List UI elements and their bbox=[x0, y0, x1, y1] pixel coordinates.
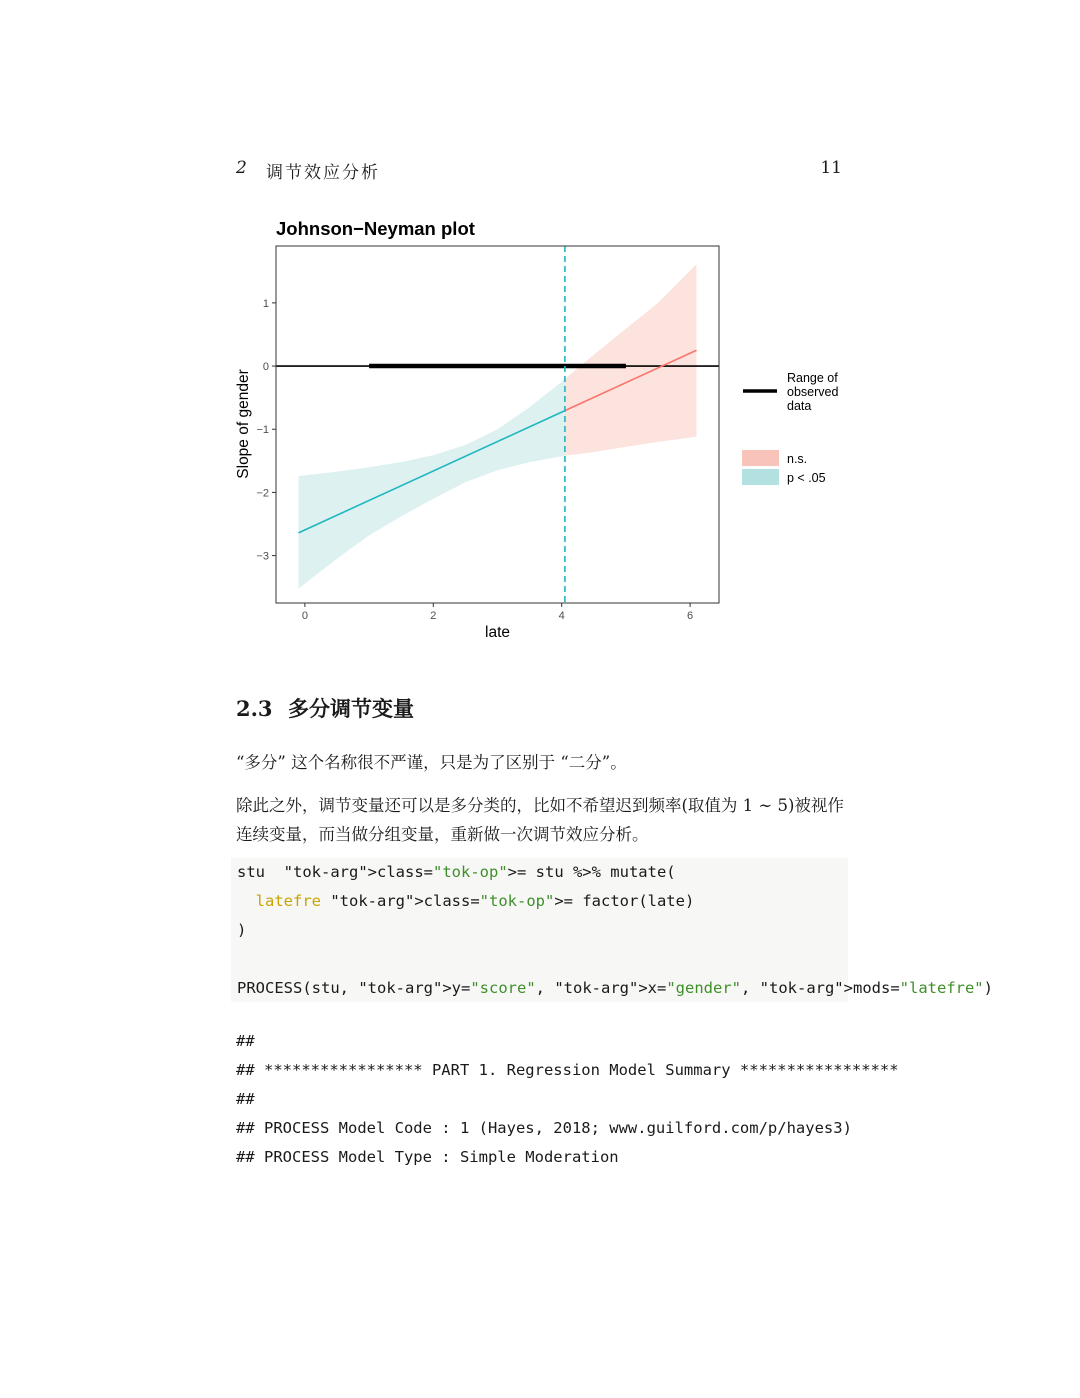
output-line: ## PROCESS Model Type : Simple Moderation bbox=[236, 1148, 619, 1166]
chapter-number: 2 bbox=[236, 158, 247, 178]
significant-confidence-band bbox=[299, 379, 565, 589]
section-number: 2.3 bbox=[236, 696, 273, 721]
x-tick-label: 2 bbox=[430, 610, 437, 622]
legend-significant-label: p < .05 bbox=[787, 471, 826, 485]
legend-ns-key bbox=[742, 450, 779, 466]
legend bbox=[742, 371, 842, 485]
section-heading bbox=[236, 693, 414, 723]
legend-ns-label: n.s. bbox=[787, 452, 808, 466]
legend-observed-range-label: Range of observed data bbox=[787, 371, 839, 413]
y-tick-label: −1 bbox=[256, 424, 269, 437]
y-tick-label: −3 bbox=[256, 550, 269, 563]
johnson-neyman-chart bbox=[228, 210, 868, 650]
paragraph-intro: “多分” 这个名称很不严谨，只是为了区别于 “二分”。 bbox=[236, 753, 627, 772]
output-line: ## bbox=[236, 1032, 255, 1050]
y-tick-label: −2 bbox=[256, 487, 269, 500]
x-tick-label: 4 bbox=[558, 610, 565, 622]
paragraph-explanation: 除此之外，调节变量还可以是多分类的，比如不希望迟到频率(取值为 1 ∼ 5)被视作连续变量，而当做分组变量，重新做一次调节效应分析。 bbox=[236, 796, 844, 844]
legend-significant-key bbox=[742, 469, 779, 485]
y-axis bbox=[256, 298, 276, 563]
x-tick-label: 0 bbox=[301, 610, 308, 622]
code-line: ) bbox=[237, 921, 247, 939]
x-tick-label: 6 bbox=[687, 610, 694, 622]
output-line: ## bbox=[236, 1090, 255, 1108]
x-axis bbox=[302, 603, 693, 622]
y-axis-label: Slope of gender bbox=[235, 369, 252, 479]
code-line: PROCESS(stu, "tok-arg">y="score", "tok-arg">x="gender", "tok-arg">mods="latefre") bbox=[237, 979, 993, 997]
output-line: ## ***************** PART 1. Regression Model Summary ***************** bbox=[236, 1061, 899, 1079]
page-number: 11 bbox=[820, 158, 842, 178]
output-line: ## PROCESS Model Code : 1 (Hayes, 2018; www.guilford.com/p/hayes3) bbox=[236, 1119, 852, 1137]
section-title: 多分调节变量 bbox=[288, 696, 414, 721]
y-tick-label: 1 bbox=[262, 297, 269, 310]
console-output bbox=[236, 1027, 1036, 1172]
chart-title: Johnson−Neyman plot bbox=[276, 218, 475, 239]
code-line: stu "tok-arg">class="tok-op">= stu %>% mutate( bbox=[237, 863, 676, 881]
plot-area bbox=[276, 246, 719, 603]
y-tick-label: 0 bbox=[262, 361, 269, 374]
code-line: latefre "tok-arg">class="tok-op">= factor(late) bbox=[255, 892, 695, 910]
code-block bbox=[231, 858, 993, 1002]
code-line bbox=[237, 945, 848, 974]
x-axis-label: late bbox=[485, 624, 510, 641]
chapter-title: 调节效应分析 bbox=[266, 163, 380, 183]
running-head bbox=[236, 158, 842, 184]
